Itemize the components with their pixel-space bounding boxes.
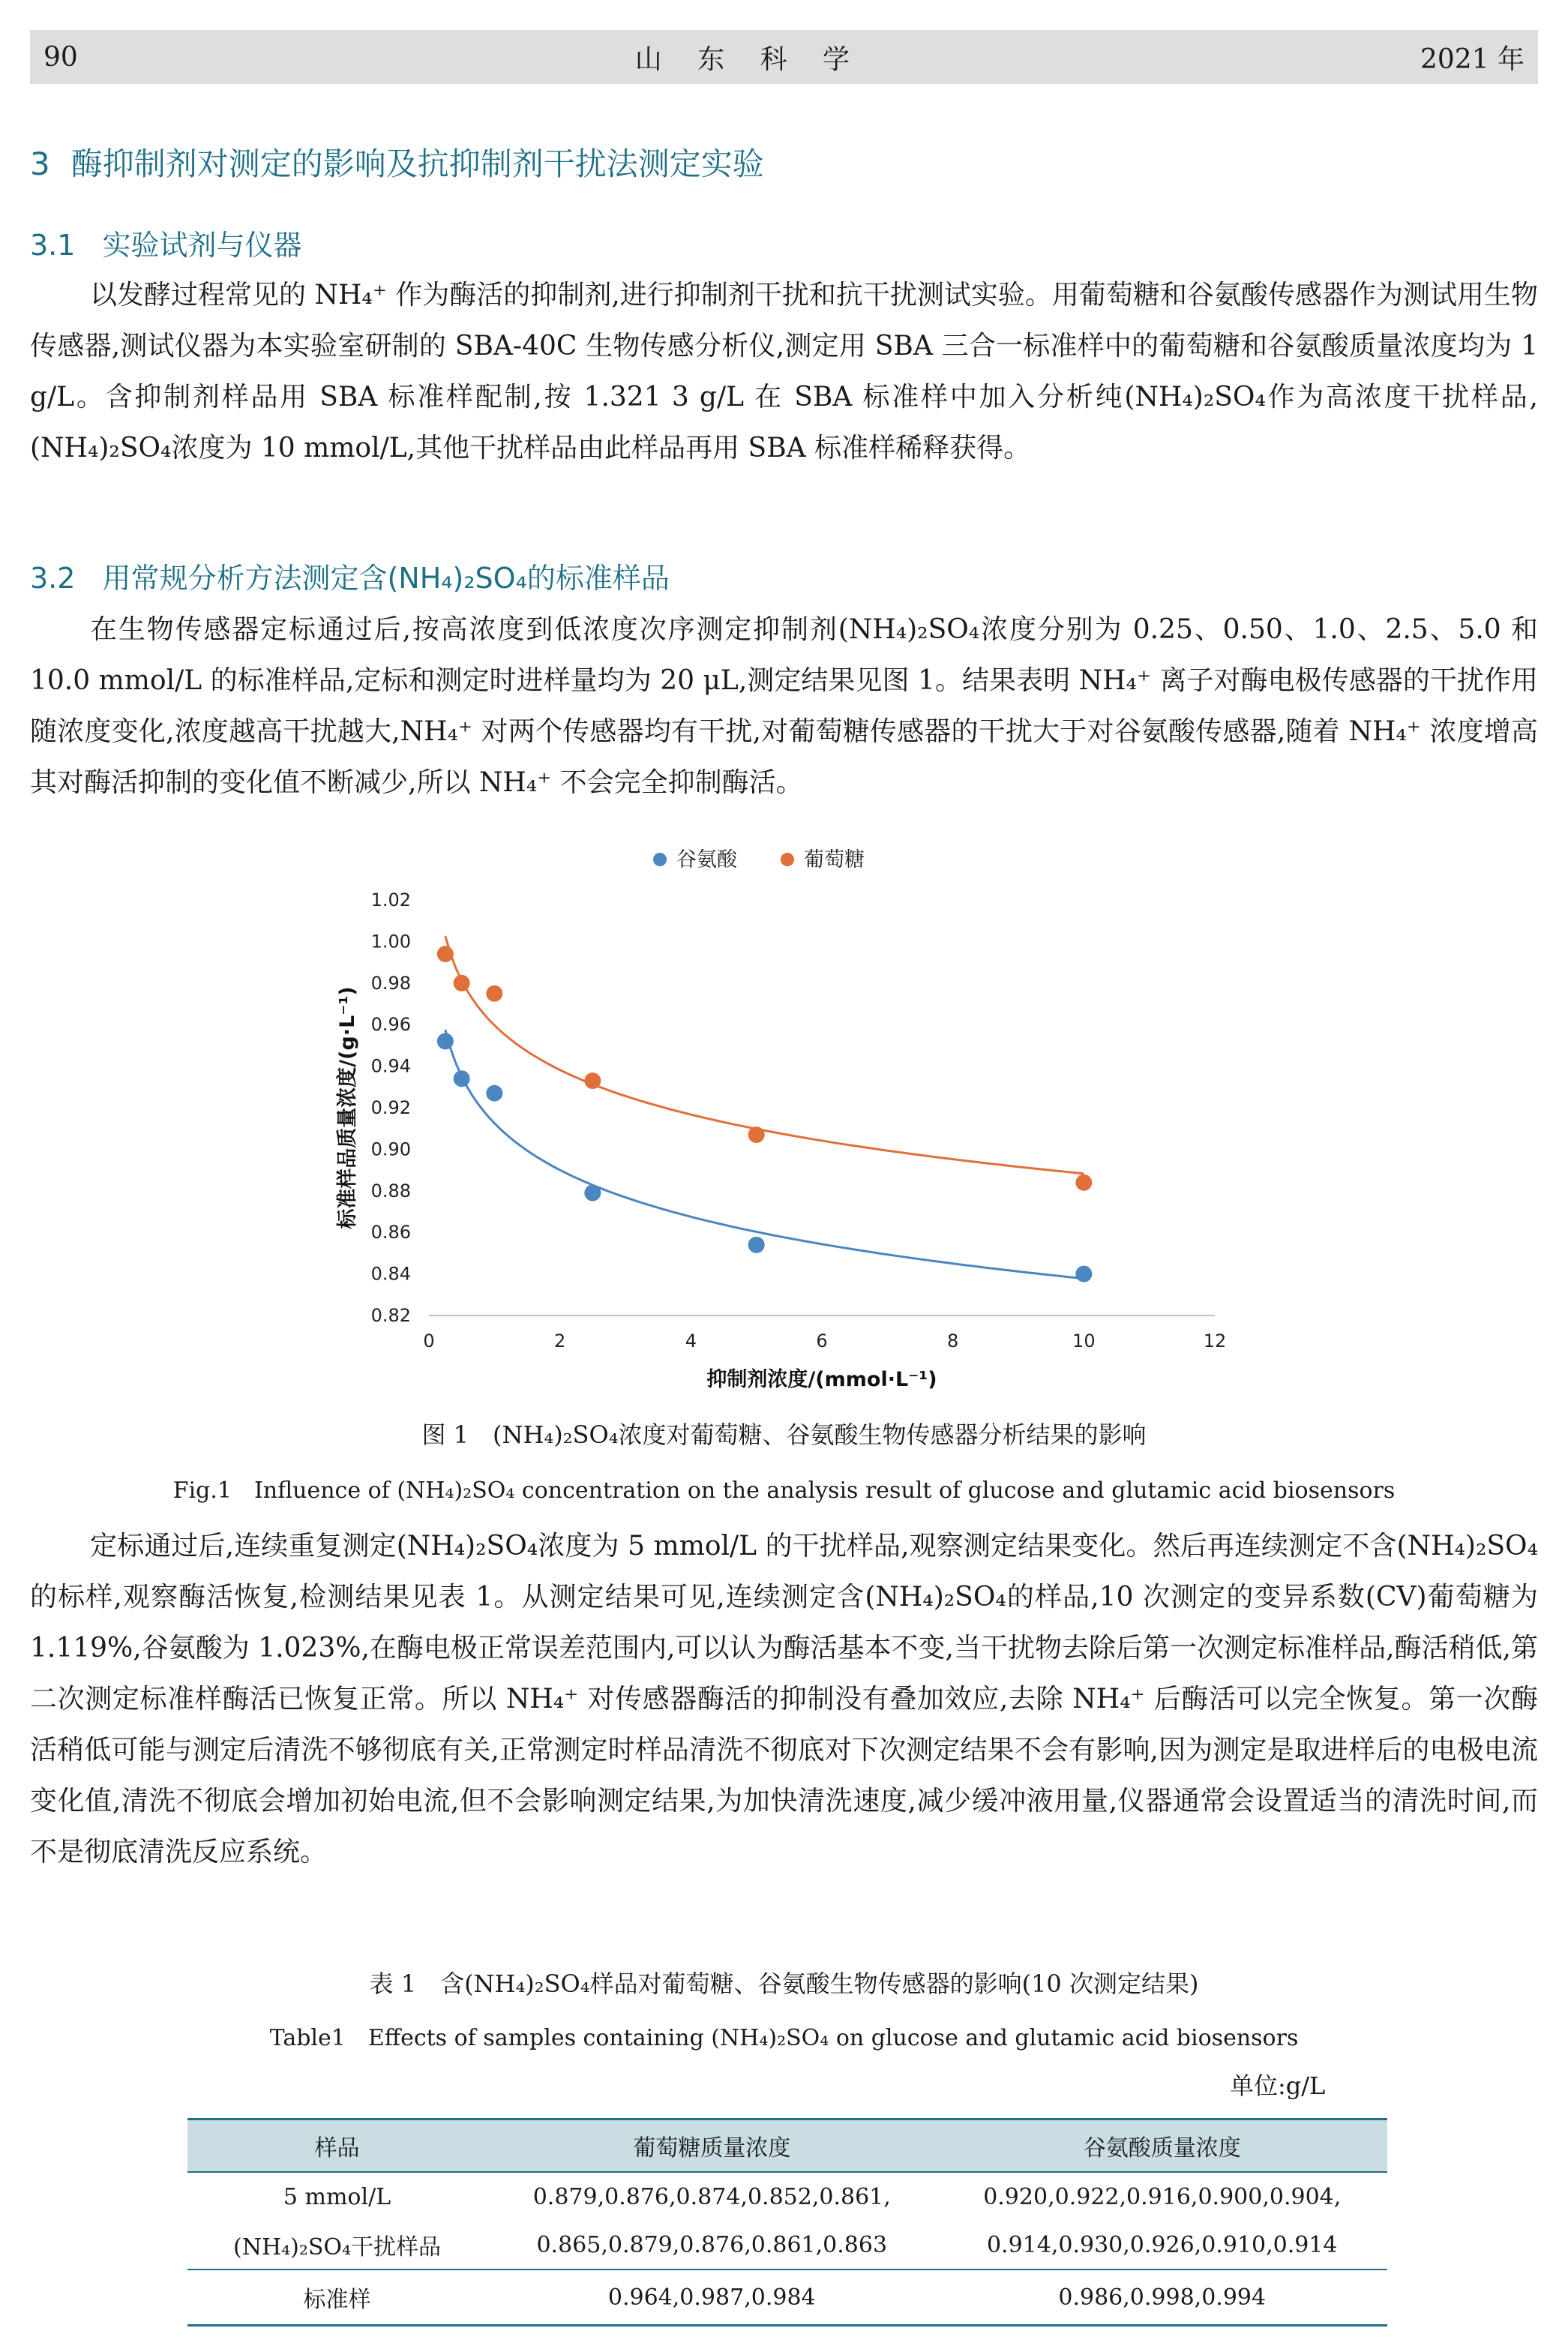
data-point <box>1075 1174 1092 1191</box>
table-cell-glutamic: 0.914,0.930,0.926,0.910,0.914 <box>986 2231 1338 2258</box>
section-number: 3 <box>30 146 50 182</box>
data-point <box>454 975 470 992</box>
y-tick-label: 1.02 <box>370 890 411 910</box>
data-point <box>748 1126 765 1143</box>
section-3-heading <box>30 140 1538 184</box>
data-point <box>1075 1266 1092 1282</box>
table-cell-glucose: 0.879,0.876,0.874,0.852,0.861, <box>532 2183 891 2210</box>
figure-1-caption-en: Fig.1 Influence of (NH₄)₂SO₄ concentration on the analysis result of glucose and glutamic acid biosensors <box>172 1478 1396 1504</box>
figure-1-scatter-chart <box>315 832 1260 1402</box>
table-cell-sample: 标准样 <box>187 2270 487 2326</box>
y-tick-label: 0.98 <box>370 972 411 994</box>
table-header-row <box>187 2120 1387 2173</box>
y-tick-label: 0.94 <box>370 1055 411 1077</box>
x-tick-label: 8 <box>947 1330 959 1352</box>
x-tick-label: 10 <box>1072 1330 1096 1352</box>
y-tick-label: 0.82 <box>370 1305 411 1326</box>
table-row <box>187 2270 1387 2326</box>
table-cell-glutamic: 0.986,0.998,0.994 <box>937 2270 1388 2326</box>
y-tick-label: 0.90 <box>370 1138 411 1160</box>
subsection-title: 用常规分析方法测定含(NH₄)₂SO₄的标准样品 <box>102 562 670 595</box>
table-cell-sample: (NH₄)₂SO₄干扰样品 <box>232 2234 442 2260</box>
table-header-glucose: 葡萄糖质量浓度 <box>487 2120 937 2173</box>
table-cell-sample: 5 mmol/L <box>283 2183 391 2210</box>
running-header <box>30 30 1538 84</box>
subsection-number: 3.1 <box>30 229 76 262</box>
table-header-sample: 样品 <box>187 2120 487 2173</box>
y-tick-label: 0.88 <box>370 1180 411 1202</box>
y-tick-label: 1.00 <box>370 931 411 952</box>
legend-label: 葡萄糖 <box>804 848 865 872</box>
table-row <box>187 2172 1387 2221</box>
journal-name: 山 东 科 学 <box>634 44 864 75</box>
data-point <box>584 1072 601 1089</box>
paragraph-results: 定标通过后,连续重复测定(NH₄)₂SO₄浓度为 5 mmol/L 的干扰样品,观察测定结果变化。然后再连续测定不含(NH₄)₂SO₄的标样,观察酶活恢复,检测结果见表 1。从测定结果可见,连续测定含(NH₄)₂SO₄的样品,10 次测定的变异系数(CV)葡萄糖为 1.119%,谷氨酸为 1.023%,在酶电极正常误差范围内,可以认为酶活基本不变,当干扰物去除后第一次测定标准样品,酶活稍低,第二次测定标准样酶活已恢复正常。所以 NH₄⁺ 对传感器酶活的抑制没有叠加效应,去除 NH₄⁺ 后酶活可以完全恢复。第一次酶活稍低可能与测定后清洗不够彻底有关,正常测定时样品清洗不彻底对下次测定结果不会有影响,因为测定是取进样后的电极电流变化值,清洗不彻底会增加初始电流,但不会影响测定结果,为加快清洗速度,减少缓冲液用量,仪器通常会设置适当的清洗时间,而不是彻底清洗反应系统。 <box>30 1531 1538 1868</box>
subsection-title: 实验试剂与仪器 <box>102 229 302 262</box>
table-cell-glucose: 0.865,0.879,0.876,0.861,0.863 <box>536 2231 888 2258</box>
y-axis-label: 标准样品质量浓度/(g·L⁻¹) <box>336 986 359 1229</box>
data-point <box>486 986 502 1002</box>
subsection-3-1-heading <box>30 222 1538 263</box>
data-point <box>454 1070 470 1087</box>
x-tick-label: 2 <box>554 1330 566 1352</box>
table-1-caption-cn: 表 1 含(NH₄)₂SO₄样品对葡萄糖、谷氨酸生物传感器的影响(10 次测定结果) <box>369 1970 1199 1998</box>
y-tick-label: 0.92 <box>370 1097 411 1118</box>
table-row <box>187 2221 1387 2270</box>
chart-marks <box>437 936 1093 1282</box>
figure-1-caption-cn: 图 1 (NH₄)₂SO₄浓度对葡萄糖、谷氨酸生物传感器分析结果的影响 <box>421 1420 1147 1449</box>
legend-marker <box>781 853 794 866</box>
chart-legend <box>653 848 865 872</box>
subsection-3-2-heading <box>30 555 1538 596</box>
table-1 <box>187 2118 1387 2326</box>
subsection-number: 3.2 <box>30 562 76 595</box>
data-point <box>584 1185 601 1202</box>
x-axis-label: 抑制剂浓度/(mmol·L⁻¹) <box>706 1368 937 1391</box>
journal-year: 2021 年 <box>1420 44 1525 75</box>
table-header-glutamic: 谷氨酸质量浓度 <box>937 2120 1388 2173</box>
legend-marker <box>653 853 667 866</box>
chart-axes <box>335 890 1226 1391</box>
legend-label: 谷氨酸 <box>676 848 737 872</box>
x-tick-label: 12 <box>1203 1330 1227 1352</box>
paragraph-3-2: 在生物传感器定标通过后,按高浓度到低浓度次序测定抑制剂(NH₄)₂SO₄浓度分别为 0.25、0.50、1.0、2.5、5.0 和 10.0 mmol/L 的标准样品,定标和测定时进样量均为 20 μL,测定结果见图 1。结果表明 NH₄⁺ 离子对酶电极传感器的干扰作用随浓度变化,浓度越高干扰越大,NH₄⁺ 对两个传感器均有干扰,对葡萄糖传感器的干扰大于对谷氨酸传感器,随着 NH₄⁺ 浓度增高其对酶活抑制的变化值不断减少,所以 NH₄⁺ 不会完全抑制酶活。 <box>30 614 1538 798</box>
section-title: 酶抑制剂对测定的影响及抗抑制剂干扰法测定实验 <box>70 146 764 182</box>
x-tick-label: 0 <box>423 1330 435 1352</box>
trendline <box>445 936 1084 1174</box>
table-1-unit: 单位:g/L <box>1230 2072 1326 2100</box>
table-cell-glutamic: 0.920,0.922,0.916,0.900,0.904, <box>983 2183 1342 2210</box>
paragraph-3-1: 以发酵过程常见的 NH₄⁺ 作为酶活的抑制剂,进行抑制剂干扰和抗干扰测试实验。用葡萄糖和谷氨酸传感器作为测试用生物传感器,测试仪器为本实验室研制的 SBA-40C 生物传感分析仪,测定用 SBA 三合一标准样中的葡萄糖和谷氨酸质量浓度均为 1 g/L。含抑制剂样品用 SBA 标准样配制,按 1.321 3 g/L 在 SBA 标准样中加入分析纯(NH₄)₂SO₄作为高浓度干扰样品,(NH₄)₂SO₄浓度为 10 mmol/L,其他干扰样品由此样品再用 SBA 标准样稀释获得。 <box>30 280 1538 464</box>
y-tick-label: 0.96 <box>370 1014 411 1036</box>
data-point <box>486 1085 502 1102</box>
data-point <box>748 1237 765 1253</box>
data-point <box>437 1033 454 1049</box>
trendline <box>445 1030 1084 1279</box>
page-number: 90 <box>43 41 78 73</box>
x-tick-label: 6 <box>816 1330 828 1352</box>
data-point <box>437 946 454 962</box>
y-tick-label: 0.84 <box>370 1263 411 1285</box>
x-tick-label: 4 <box>685 1330 697 1352</box>
table-cell-glucose: 0.964,0.987,0.984 <box>487 2270 937 2326</box>
y-tick-label: 0.86 <box>370 1222 411 1244</box>
table-1-caption-en: Table1 Effects of samples containing (NH₄)₂SO₄ on glucose and glutamic acid biosensors <box>269 2025 1299 2051</box>
